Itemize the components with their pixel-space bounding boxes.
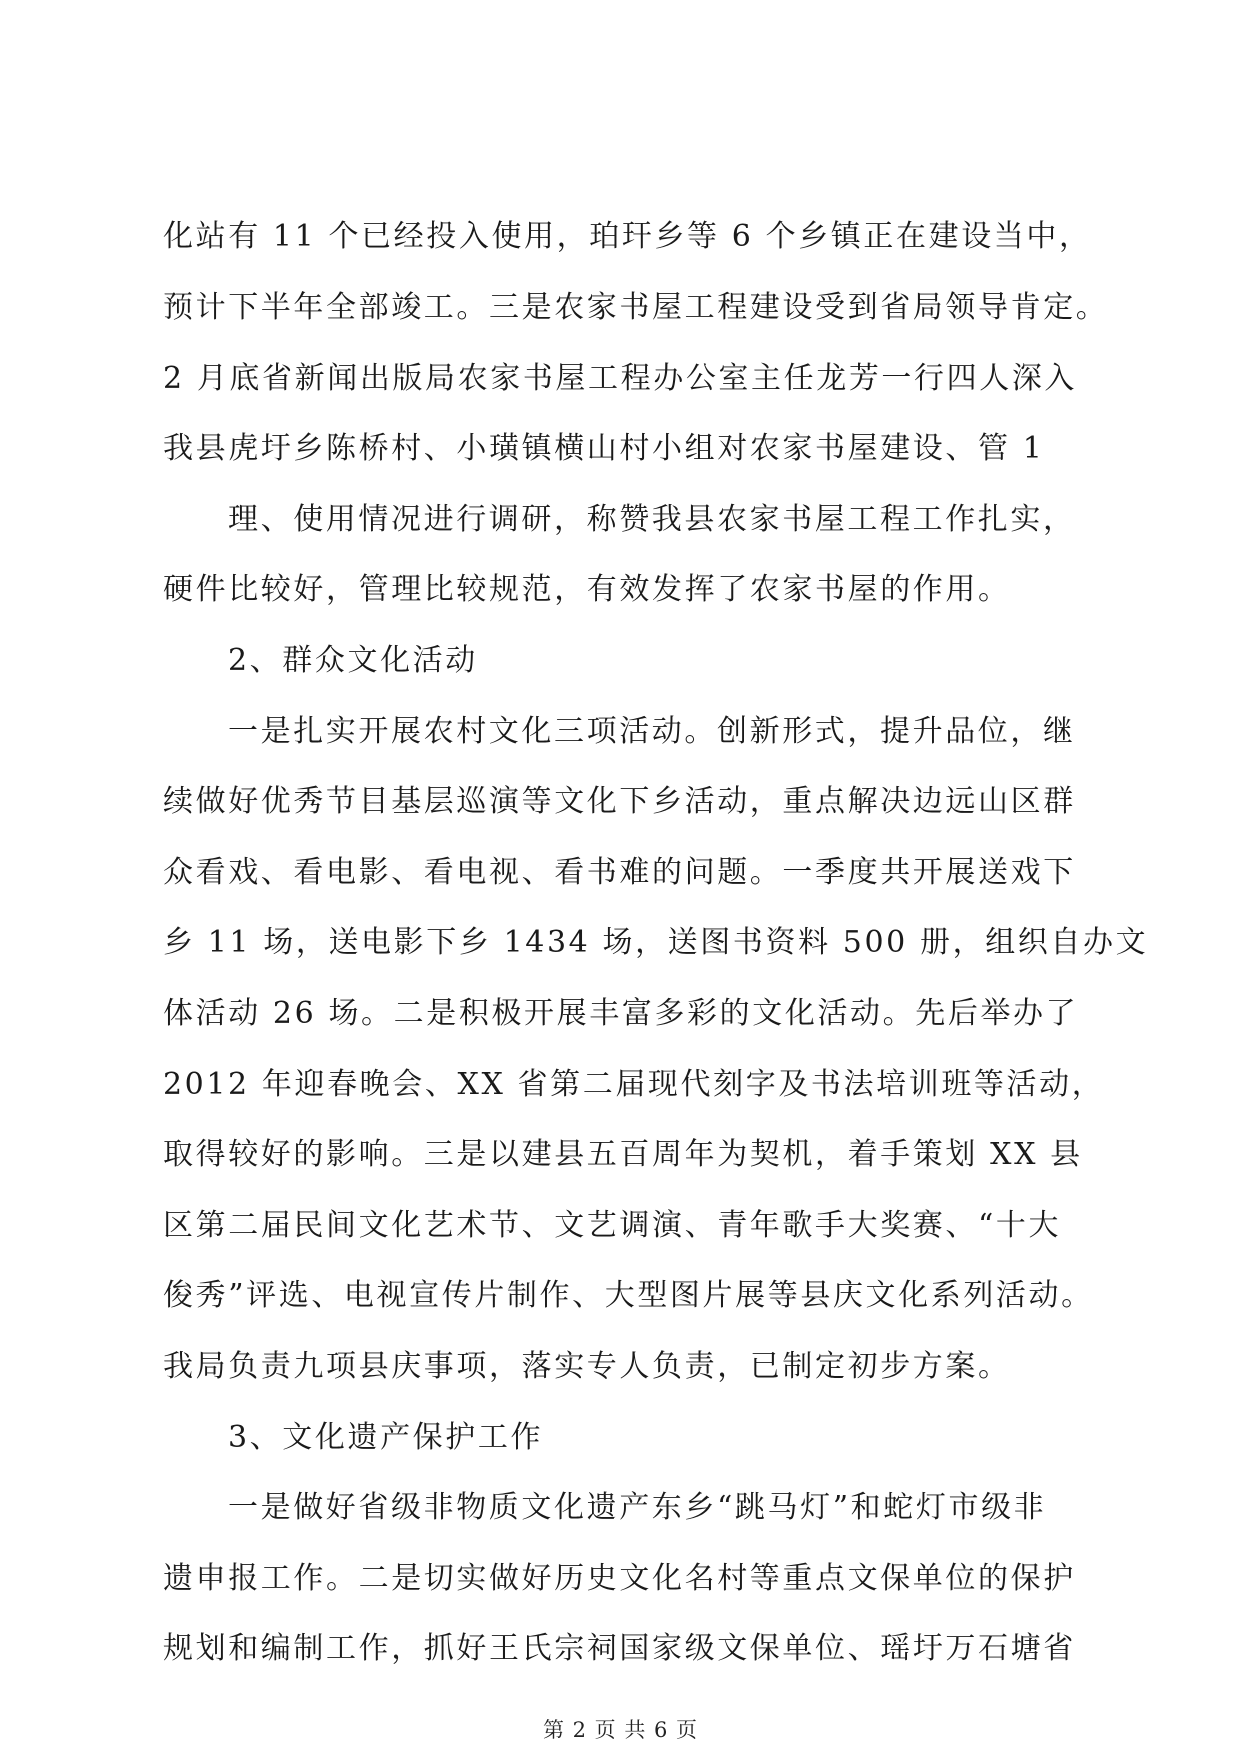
body-line: 区第二届民间文化艺术节、文艺调演、青年歌手大奖赛、“十大 [163,1208,1062,1243]
body-line: 续做好优秀节目基层巡演等文化下乡活动，重点解决边远山区群 [163,784,1076,819]
body-line: 一是扎实开展农村文化三项活动。创新形式，提升品位，继 [228,714,1076,749]
body-line: 一是做好省级非物质文化遗产东乡“跳马灯”和蛇灯市级非 [228,1490,1047,1525]
page-footer: 第 2 页 共 6 页 [542,1718,699,1742]
body-line: 遗申报工作。二是切实做好历史文化名村等重点文保单位的保护 [163,1561,1076,1596]
body-line: 规划和编制工作，抓好王氏宗祠国家级文保单位、瑶圩万石塘省 [163,1631,1076,1666]
body-line: 众看戏、看电影、看电视、看书难的问题。一季度共开展送戏下 [163,855,1076,890]
body-line: 我局负责九项县庆事项，落实专人负责，已制定初步方案。 [163,1349,1011,1384]
body-line: 乡 11 场，送电影下乡 1434 场，送图书资料 500 册，组织自办文 [163,925,1149,960]
section-heading: 3、文化遗产保护工作 [228,1420,544,1455]
body-line: 理、使用情况进行调研，称赞我县农家书屋工程工作扎实， [228,502,1076,537]
body-line: 2012 年迎春晚会、XX 省第二届现代刻字及书法培训班等活动， [163,1067,1105,1102]
body-line: 体活动 26 场。二是积极开展丰富多彩的文化活动。先后举办了 [163,996,1079,1031]
body-line: 2 月底省新闻出版局农家书屋工程办公室主任龙芳一行四人深入 [163,361,1078,396]
body-line: 俊秀”评选、电视宣传片制作、大型图片展等县庆文化系列活动。 [163,1278,1094,1313]
section-heading: 2、群众文化活动 [228,643,478,678]
body-line: 预计下半年全部竣工。三是农家书屋工程建设受到省局领导肯定。 [163,290,1109,325]
body-line: 化站有 11 个已经投入使用，珀玕乡等 6 个乡镇正在建设当中， [163,219,1092,254]
body-line: 取得较好的影响。三是以建县五百周年为契机，着手策划 XX 县 [163,1137,1083,1172]
body-line: 我县虎圩乡陈桥村、小璜镇横山村小组对农家书屋建设、管 1 [163,431,1045,466]
body-line: 硬件比较好，管理比较规范，有效发挥了农家书屋的作用。 [163,572,1011,607]
